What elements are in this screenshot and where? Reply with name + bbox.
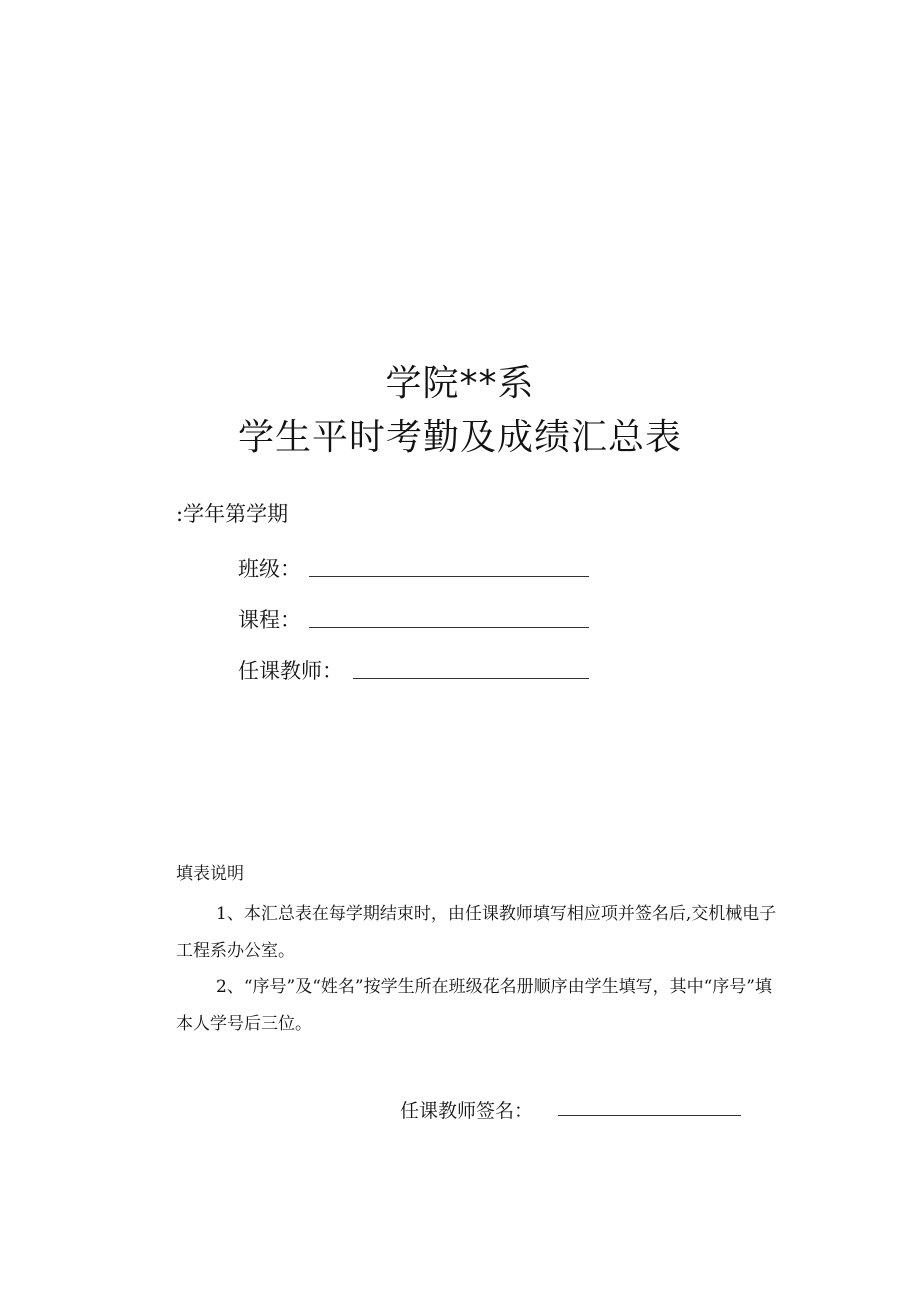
teacher-signature-field <box>400 1095 533 1121</box>
course-field <box>238 605 301 631</box>
course-blank-line[interactable] <box>309 627 589 628</box>
class-blank-line[interactable] <box>309 576 589 577</box>
signature-blank-line[interactable] <box>558 1115 741 1116</box>
instruction-item: 2、“序号”及“姓名”按学生所在班级花名册顺序由学生填写，其中“序号”填本人学号后三位。 <box>176 977 772 1034</box>
document-title-main: 学生平时考勤及成绩汇总表 <box>237 417 682 458</box>
class-field <box>238 554 301 580</box>
filling-instructions-title: 填表说明 <box>176 864 244 884</box>
teacher-blank-line[interactable] <box>353 678 589 679</box>
teacher-field <box>238 656 343 682</box>
document-title-department: 学院**系 <box>385 363 535 404</box>
teacher-signature-label: 任课教师签名： <box>400 1100 534 1122</box>
class-label: 班级： <box>238 557 301 581</box>
term-label: :学年第学期 <box>176 502 289 526</box>
course-label: 课程： <box>238 608 301 632</box>
teacher-label: 任课教师： <box>238 659 343 683</box>
instruction-item: 1、本汇总表在每学期结束时，由任课教师填写相应项并签名后,交机械电子工程系办公室。 <box>176 904 777 961</box>
